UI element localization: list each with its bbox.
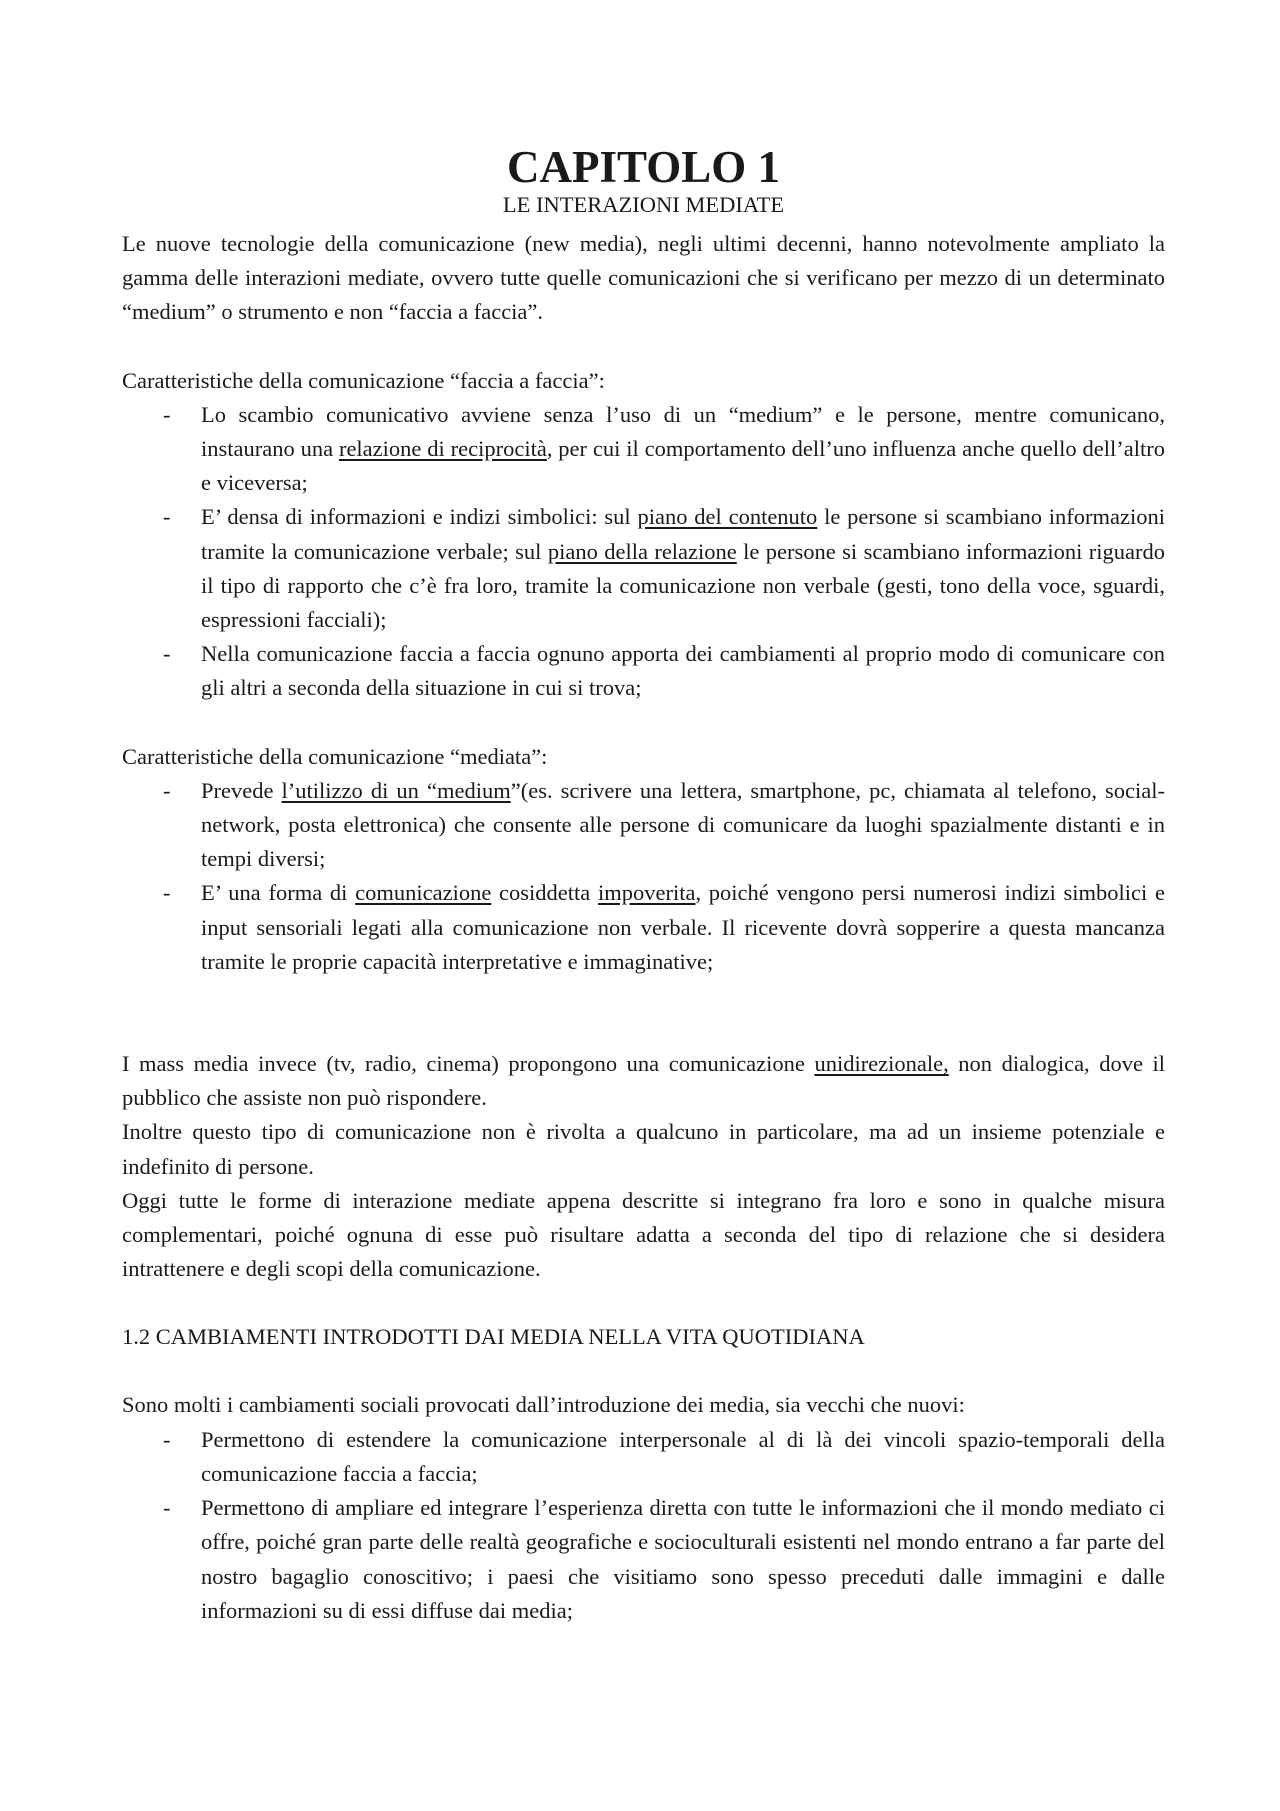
text-run: I mass media invece (tv, radio, cinema) propongono una comunicazione [122,1051,815,1077]
dash-bullet: - [163,880,171,906]
dash-bullet: - [163,1426,171,1452]
chapter-subtitle: LE INTERAZIONI MEDIATE [502,192,785,217]
spacer [122,706,1165,740]
list-item [122,398,1165,501]
list-item [122,876,1165,979]
list-item [122,1491,1165,1628]
list-item [122,774,1165,877]
dash-bullet: - [163,1495,171,1521]
text-run: le persone si scambiano informazioni tramite la comunicazione verbale; sul [201,504,1166,564]
faccia-list [122,398,1165,706]
underlined-term: piano della relazione [547,538,737,564]
mediata-list [122,774,1165,979]
underlined-term: l’utilizzo di un “medium [281,777,511,803]
text-run: le persone si scambiano informazioni riguardo il tipo di rapporto che c’è fra loro, tramite la comunicazione non verbale (gesti, tono della voce, sguardi, espressioni facciali); [201,538,1166,633]
underlined-term: impoverita [597,880,696,906]
underlined-term: relazione di reciprocità [338,436,547,462]
spacer [122,1286,1165,1320]
dash-bullet: - [163,641,171,667]
text-run: non dialogica, dove il pubblico che assiste non può rispondere. [122,1051,1165,1111]
spacer [122,1354,1165,1388]
list-item [122,500,1165,637]
mediata-heading: Caratteristiche della comunicazione “mediata”: [122,743,548,769]
text-run: Prevede [201,777,282,803]
text-run: E’ densa di informazioni e indizi simbolici: sul [201,504,638,530]
oggi-paragraph: Oggi tutte le forme di interazione mediate appena descritte si integrano fra loro e sono in qualche misura complementari, poiché ognuna di esse può risultare adatta a seconda del tipo di relazione che si desidera intrattenere e degli scopi della comunicazione. [122,1187,1165,1282]
dash-bullet: - [163,504,171,530]
text-run: Permettono di estendere la comunicazione interpersonale al di là dei vincoli spazio-temporali della comunicazione faccia a faccia; [201,1426,1165,1486]
text-run: Nella comunicazione faccia a faccia ognuno apporta dei cambiamenti al proprio modo di comunicare con gli altri a seconda della situazione in cui si trova; [201,641,1165,701]
dash-bullet: - [163,777,171,803]
mass-media-paragraph [122,1047,1165,1115]
intro-paragraph: Le nuove tecnologie della comunicazione (new media), negli ultimi decenni, hanno notevolmente ampliato la gamma delle interazioni mediate, ovvero tutte quelle comunicazioni che si verificano per mezzo di un determinato “medium” o strumento e non “faccia a faccia”. [122,231,1165,325]
spacer [122,979,1165,1047]
chapter-title: CAPITOLO 1 [507,142,780,192]
dash-bullet: - [163,401,171,427]
underlined-term: comunicazione [355,880,492,906]
page-content [122,142,1166,1628]
inoltre-paragraph: Inoltre questo tipo di comunicazione non è rivolta a qualcuno in particolare, ma ad un insieme potenziale e indefinito di persone. [122,1119,1165,1179]
spacer [122,330,1165,364]
list-item [122,637,1165,705]
list-item [122,1423,1165,1491]
section-title: 1.2 CAMBIAMENTI INTRODOTTI DAI MEDIA NELLA VITA QUOTIDIANA [122,1324,865,1350]
text-run: , per cui il comportamento dell’uno influenza anche quello dell’altro e viceversa; [201,436,1165,496]
faccia-heading: Caratteristiche della comunicazione “faccia a faccia”: [122,367,605,393]
underlined-term: unidirezionale, [814,1051,949,1077]
text-run: ”(es. scrivere una lettera, smartphone, pc, chiamata al telefono, social-network, posta elettronica) che consente alle persone di comunicare da luoghi spazialmente distanti e in tempi diversi; [201,777,1165,872]
cambiamenti-list [122,1423,1165,1628]
cambiamenti-heading: Sono molti i cambiamenti sociali provocati dall’introduzione dei media, sia vecchi che nuovi: [122,1392,965,1418]
text-run: Permettono di ampliare ed integrare l’esperienza diretta con tutte le informazioni che il mondo mediato ci offre, poiché gran parte delle realtà geografiche e socioculturali esistenti nel mondo entrano a far parte del nostro bagaglio conoscitivo; i paesi che visitiamo sono spesso preceduti dalle immagini e dalle informazioni su di essi diffuse dai media; [201,1495,1165,1623]
text-run: , poiché vengono persi numerosi indizi simbolici e input sensoriali legati alla comunicazione non verbale. Il ricevente dovrà sopperire a questa mancanza tramite le proprie capacità interpretative e immaginative; [201,880,1165,974]
text-run: E’ una forma di [201,880,356,906]
text-run: Lo scambio comunicativo avviene senza l’uso di un “medium” e le persone, mentre comunicano, instaurano una [201,401,1165,462]
underlined-term: piano del contenuto [637,504,818,530]
text-run: cosiddetta [491,880,598,906]
